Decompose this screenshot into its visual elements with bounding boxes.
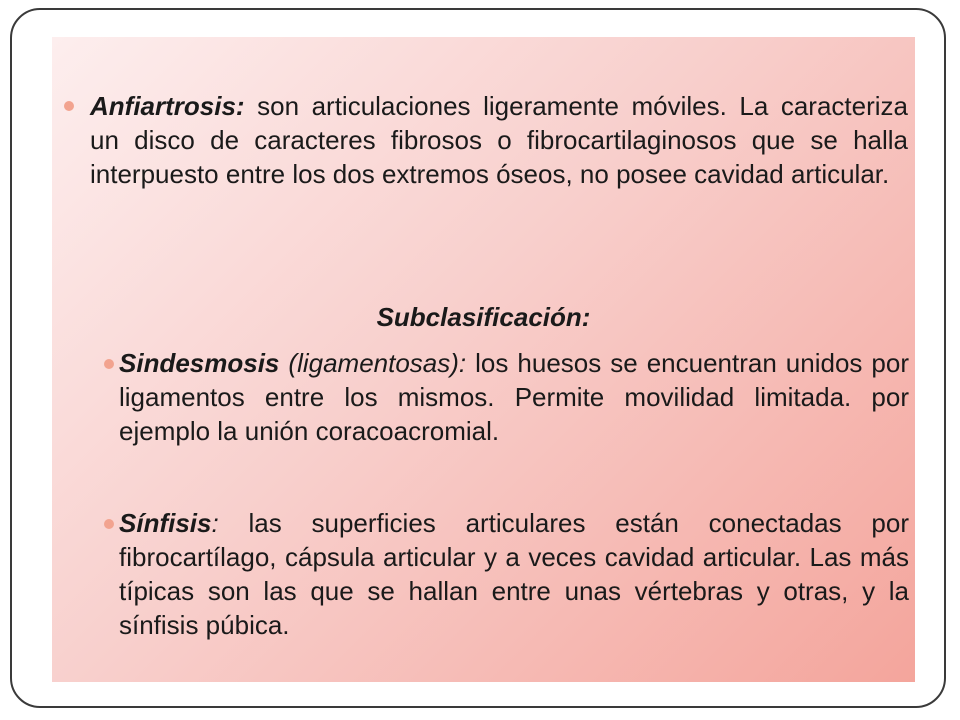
subtitle: Subclasificación: [376, 302, 591, 332]
main-bullet-term: Anfiartrosis: [90, 91, 245, 121]
main-bullet-text: son articulaciones ligeramente móviles. La caracteriza un disco de caracteres fibrosos o fibrocartilaginosos que se halla interpuesto entre los dos extremos óseos, no posee cavidad articular. [90, 91, 908, 189]
bullet-dot [64, 101, 74, 111]
main-bullet-paragraph [90, 89, 908, 191]
sub-bullet-term: Sínfisis [119, 508, 212, 538]
sub-bullet-paragraph [119, 506, 909, 642]
sub-bullet-text: las superficies articulares están conectadas por fibrocartílago, cápsula articular y a veces cavidad articular. Las más típicas son las que se hallan entre unas vértebras y otras, y la sínfisis púbica. [119, 508, 909, 640]
bullet-dot [104, 359, 114, 369]
sub-bullet-term-note: (ligamentosas): [279, 348, 467, 378]
sub-bullet-paragraph [119, 346, 909, 448]
sub-bullet-term: Sindesmosis [119, 348, 280, 378]
sub-bullet-text: los huesos se encuentran unidos por ligamentos entre los mismos. Permite movilidad limitada. por ejemplo la unión coracoacromial. [119, 348, 909, 446]
bullet-dot [104, 519, 114, 529]
sub-bullet-term-note: : [211, 508, 219, 538]
